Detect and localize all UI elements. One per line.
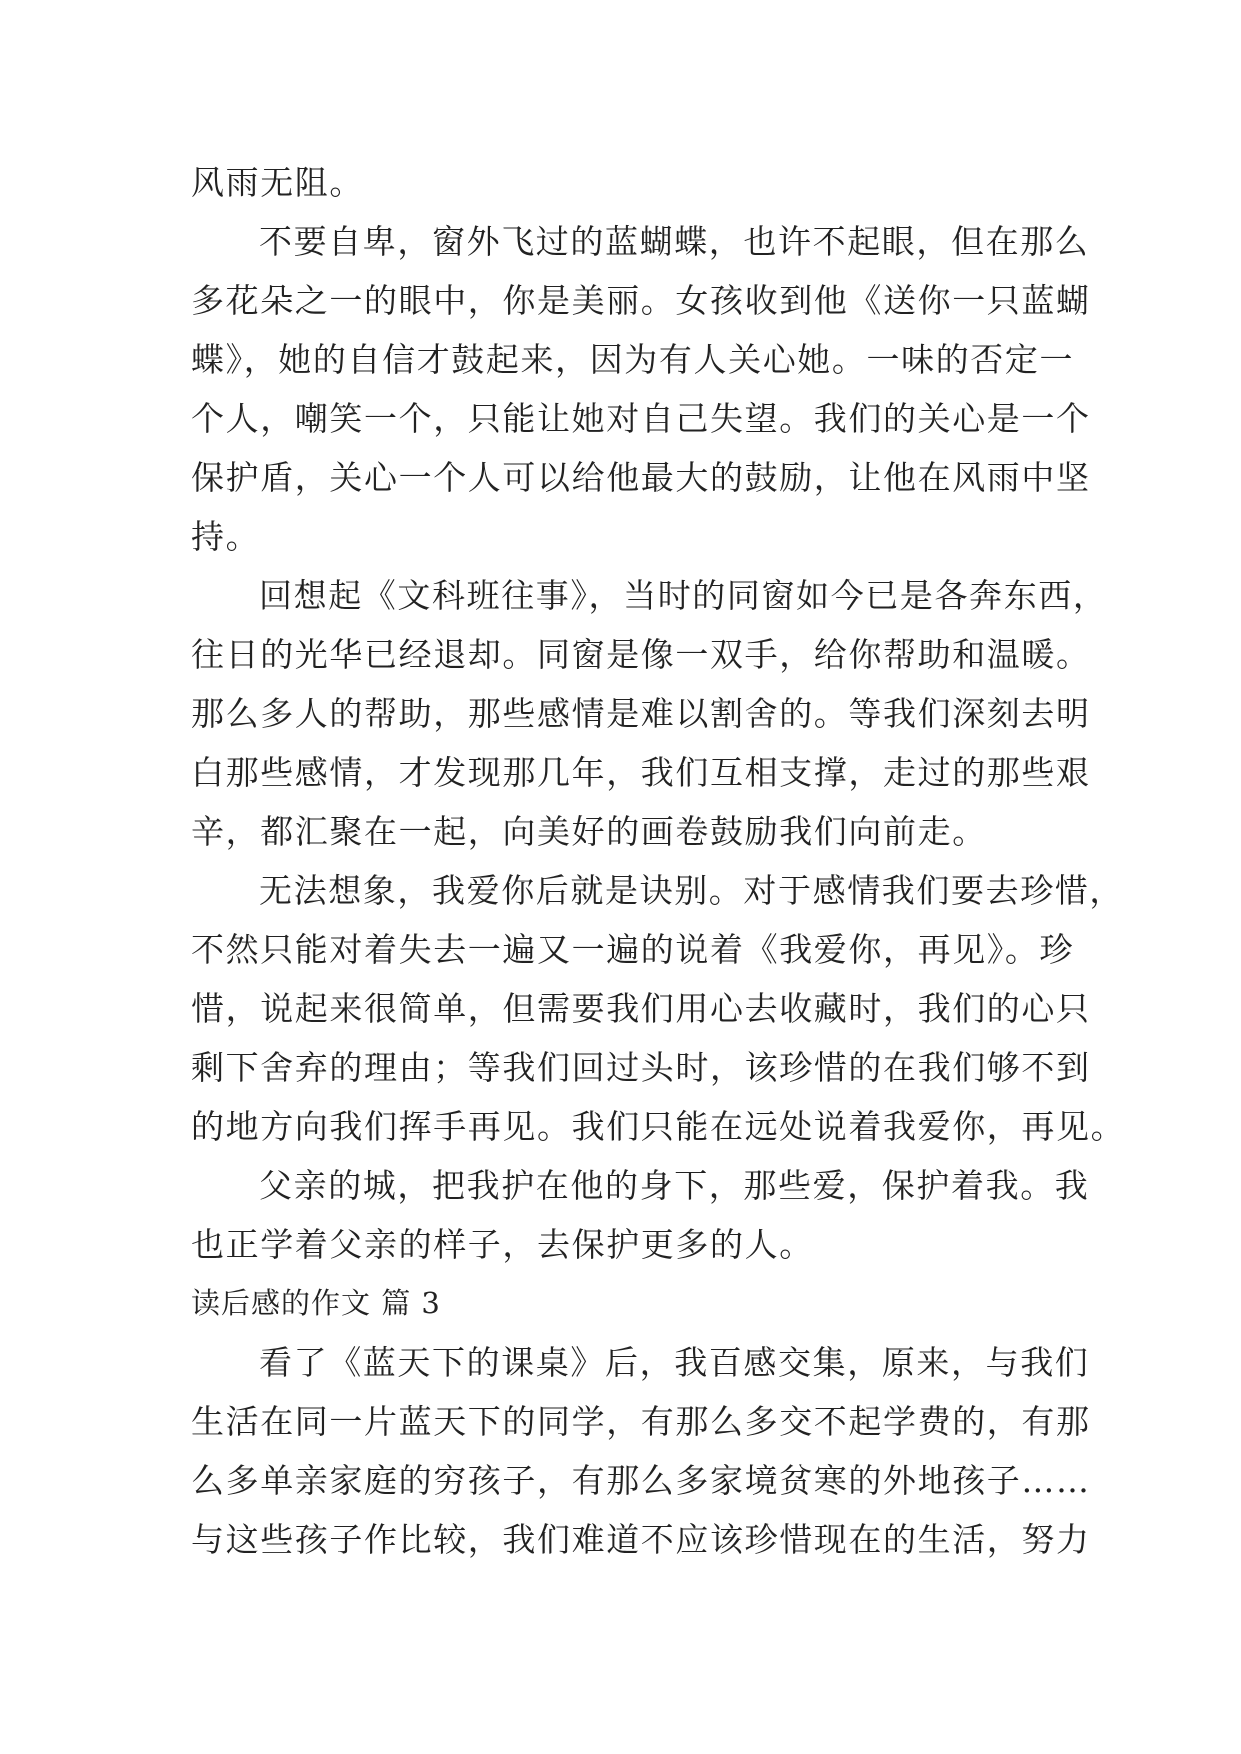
document-page [191, 153, 1126, 1569]
text-line-14: 不然只能对着失去一遍又一遍的说着《我爱你，再见》。珍 [191, 930, 1075, 969]
text-line-22: 生活在同一片蓝天下的同学，有那么多交不起学费的，有那 [191, 1402, 1091, 1441]
text-line-7: 持。 [191, 517, 261, 556]
text-line-2: 不要自卑，窗外飞过的蓝蝴蝶，也许不起眼，但在那么 [259, 222, 1090, 261]
text-line-6: 保护盾，关心一个人可以给他最大的鼓励，让他在风雨中坚 [191, 458, 1091, 497]
text-line-8: 回想起《文科班往事》，当时的同窗如今已是各奔东西， [259, 576, 1108, 615]
text-line-10: 那么多人的帮助，那些感情是难以割舍的。等我们深刻去明 [191, 694, 1091, 733]
text-line-1: 风雨无阻。 [191, 163, 364, 202]
text-line-12: 辛，都汇聚在一起，向美好的画卷鼓励我们向前走。 [191, 812, 987, 851]
text-line-3: 多花朵之一的眼中，你是美丽。女孩收到他《送你一只蓝蝴 [191, 281, 1091, 320]
text-line-24: 与这些孩子作比较，我们难道不应该珍惜现在的生活，努力 [191, 1520, 1091, 1559]
text-line-9: 往日的光华已经退却。同窗是像一双手，给你帮助和温暖。 [191, 635, 1091, 674]
text-line-16: 剩下舍弃的理由；等我们回过头时，该珍惜的在我们够不到 [191, 1048, 1091, 1087]
text-line-18: 父亲的城，把我护在他的身下，那些爱，保护着我。我 [259, 1166, 1090, 1205]
text-line-4: 蝶》，她的自信才鼓起来，因为有人关心她。一味的否定一 [191, 340, 1075, 379]
text-line-5: 个人，嘲笑一个，只能让她对自己失望。我们的关心是一个 [191, 399, 1091, 438]
text-line-13: 无法想象，我爱你后就是诀别。对于感情我们要去珍惜， [259, 871, 1124, 910]
text-line-19: 也正学着父亲的样子，去保护更多的人。 [191, 1225, 814, 1264]
text-line-11: 白那些感情，才发现那几年，我们互相支撑，走过的那些艰 [191, 753, 1091, 792]
text-line-21: 看了《蓝天下的课桌》后，我百感交集，原来，与我们 [259, 1343, 1090, 1382]
text-line-15: 惜，说起来很简单，但需要我们用心去收藏时，我们的心只 [191, 989, 1091, 1028]
text-line-17: 的地方向我们挥手再见。我们只能在远处说着我爱你，再见。 [191, 1107, 1126, 1146]
text-line-23: 么多单亲家庭的穷孩子，有那么多家境贫寒的外地孩子…… [191, 1461, 1091, 1500]
section-heading: 读后感的作文 篇 3 [191, 1286, 441, 1320]
